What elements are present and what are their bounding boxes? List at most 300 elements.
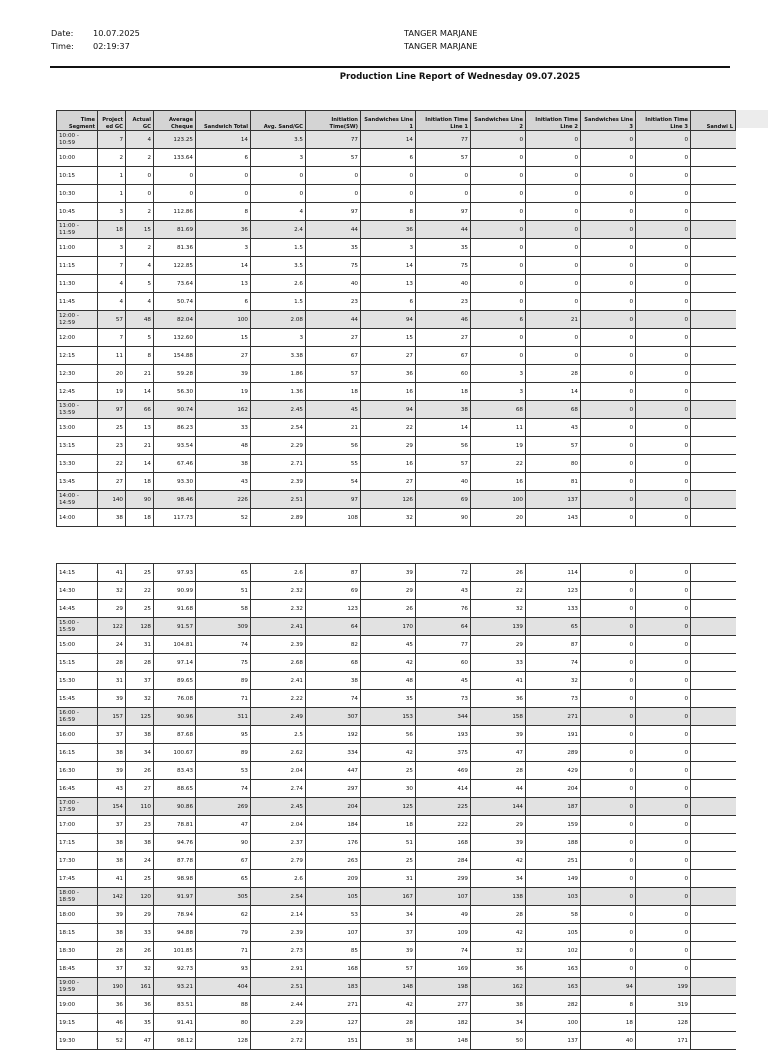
table-cell: 27 <box>416 329 471 347</box>
production-table-page-2 <box>56 563 736 1050</box>
table-cell: 23 <box>306 293 361 311</box>
table-cell: 2.41 <box>251 618 306 636</box>
table-cell: 50 <box>471 1032 526 1050</box>
table-cell: 319 <box>636 996 691 1014</box>
table-cell: 73.64 <box>154 275 196 293</box>
table-cell: 100.67 <box>154 744 196 762</box>
table-cell: 191 <box>526 726 581 744</box>
table-cell: 2.44 <box>251 996 306 1014</box>
table-cell: 75 <box>416 257 471 275</box>
table-cell: 153 <box>361 708 416 726</box>
table-cell: 31 <box>126 636 154 654</box>
table-cell: 4 <box>126 131 154 149</box>
table-row <box>57 852 736 870</box>
table-cell: 0 <box>526 149 581 167</box>
table-cell: 168 <box>306 960 361 978</box>
table-cell: 107 <box>416 888 471 906</box>
table-cell: 0 <box>636 780 691 798</box>
table-summary-row <box>57 401 736 419</box>
table-cell: 25 <box>361 762 416 780</box>
table-cell: 44 <box>306 221 361 239</box>
table-cell: 0 <box>581 582 636 600</box>
table-cell: 52 <box>196 509 251 527</box>
table-cell: 0 <box>361 167 416 185</box>
table-cell: 2.91 <box>251 960 306 978</box>
store-name-line2: TANGER MARJANE <box>404 41 478 51</box>
table-row <box>57 419 736 437</box>
table-cell: 31 <box>361 870 416 888</box>
table-cell: 3 <box>251 329 306 347</box>
table-cell: 137 <box>526 1032 581 1050</box>
table-cell <box>691 996 736 1014</box>
table-cell: 95 <box>196 726 251 744</box>
table-cell: 404 <box>196 978 251 996</box>
table-cell <box>691 672 736 690</box>
table-cell: 171 <box>636 1032 691 1050</box>
table-cell <box>691 221 736 239</box>
time-segment-cell: 18:30 <box>57 942 98 960</box>
time-segment-cell: 13:45 <box>57 473 98 491</box>
table-cell: 6 <box>196 149 251 167</box>
table-cell: 125 <box>361 798 416 816</box>
table-cell: 53 <box>196 762 251 780</box>
table-cell: 75 <box>196 654 251 672</box>
table-cell <box>691 149 736 167</box>
table-cell: 2.89 <box>251 509 306 527</box>
table-cell <box>691 131 736 149</box>
table-cell: 0 <box>636 924 691 942</box>
table-cell: 14 <box>361 131 416 149</box>
table-cell: 0 <box>581 618 636 636</box>
time-segment-cell: 14:00 - 14:59 <box>57 491 98 509</box>
table-cell: 137 <box>526 491 581 509</box>
table-cell: 2.6 <box>251 564 306 582</box>
table-cell: 100 <box>526 1014 581 1032</box>
time-segment-cell: 15:30 <box>57 672 98 690</box>
table-cell: 0 <box>636 636 691 654</box>
table-cell: 97 <box>306 491 361 509</box>
table-cell: 110 <box>126 798 154 816</box>
table-cell: 41 <box>471 672 526 690</box>
date-value: 10.07.2025 <box>93 28 140 38</box>
table-cell: 0 <box>636 185 691 203</box>
table-cell: 269 <box>196 798 251 816</box>
table-cell: 0 <box>416 167 471 185</box>
table-cell: 89 <box>196 672 251 690</box>
table-cell: 0 <box>636 401 691 419</box>
table-cell: 90.96 <box>154 708 196 726</box>
table-cell: 71 <box>196 690 251 708</box>
table-cell: 0 <box>526 221 581 239</box>
table-cell: 0 <box>581 708 636 726</box>
table-cell: 35 <box>126 1014 154 1032</box>
table-cell: 47 <box>471 744 526 762</box>
column-header: Initiation Time(SW) <box>306 111 361 131</box>
table-cell: 125 <box>126 708 154 726</box>
table-cell <box>691 708 736 726</box>
table-cell: 69 <box>306 582 361 600</box>
table-cell: 38 <box>196 455 251 473</box>
table-row <box>57 762 736 780</box>
table-cell: 52 <box>98 1032 126 1050</box>
table-cell: 2.5 <box>251 726 306 744</box>
table-cell <box>691 834 736 852</box>
table-row <box>57 564 736 582</box>
table-cell <box>691 1014 736 1032</box>
table-cell: 91.97 <box>154 888 196 906</box>
table-summary-row <box>57 978 736 996</box>
table-cell: 117.73 <box>154 509 196 527</box>
table-cell: 7 <box>98 257 126 275</box>
table-cell: 56.30 <box>154 383 196 401</box>
table-row <box>57 239 736 257</box>
table-cell <box>691 798 736 816</box>
table-cell: 26 <box>361 600 416 618</box>
table-cell: 139 <box>471 618 526 636</box>
table-cell: 0 <box>636 960 691 978</box>
table-cell: 33 <box>471 654 526 672</box>
table-cell: 56 <box>361 726 416 744</box>
table-cell: 40 <box>416 275 471 293</box>
table-cell: 1 <box>98 185 126 203</box>
table-cell: 28 <box>526 365 581 383</box>
table-cell: 28 <box>361 1014 416 1032</box>
table-cell: 0 <box>471 185 526 203</box>
table-cell: 2.04 <box>251 762 306 780</box>
column-header: Time Segment <box>57 111 98 131</box>
table-cell <box>691 311 736 329</box>
table-cell: 2 <box>126 203 154 221</box>
table-cell <box>691 960 736 978</box>
table-cell: 27 <box>126 780 154 798</box>
table-cell: 34 <box>471 870 526 888</box>
table-cell <box>691 942 736 960</box>
table-cell: 0 <box>636 509 691 527</box>
table-cell: 71 <box>196 942 251 960</box>
time-segment-cell: 11:30 <box>57 275 98 293</box>
table-cell: 77 <box>416 131 471 149</box>
table-cell: 22 <box>126 582 154 600</box>
column-header: Sandwiches Line 1 <box>361 111 416 131</box>
table-cell: 78.81 <box>154 816 196 834</box>
table-cell: 74 <box>196 780 251 798</box>
table-cell: 18 <box>126 509 154 527</box>
table-cell: 38 <box>126 834 154 852</box>
table-cell: 45 <box>306 401 361 419</box>
table-cell <box>691 455 736 473</box>
table-cell: 68 <box>471 401 526 419</box>
table-cell: 21 <box>126 437 154 455</box>
table-cell: 0 <box>581 690 636 708</box>
table-cell: 447 <box>306 762 361 780</box>
table-cell: 305 <box>196 888 251 906</box>
table-cell: 18 <box>361 816 416 834</box>
table-cell: 57 <box>306 365 361 383</box>
table-cell: 0 <box>581 798 636 816</box>
table-cell: 2.79 <box>251 852 306 870</box>
time-segment-cell: 10:45 <box>57 203 98 221</box>
time-segment-cell: 14:45 <box>57 600 98 618</box>
table-cell: 27 <box>361 347 416 365</box>
table-cell <box>691 582 736 600</box>
table-cell <box>691 239 736 257</box>
table-cell: 94 <box>581 978 636 996</box>
table-cell: 41 <box>98 564 126 582</box>
time-segment-cell: 17:45 <box>57 870 98 888</box>
table-cell: 35 <box>416 239 471 257</box>
table-cell: 0 <box>581 942 636 960</box>
table-cell: 1.5 <box>251 239 306 257</box>
table-cell: 91.68 <box>154 600 196 618</box>
table-cell: 21 <box>526 311 581 329</box>
table-cell: 0 <box>526 347 581 365</box>
table-cell: 0 <box>581 834 636 852</box>
table-cell: 158 <box>471 708 526 726</box>
table-cell: 39 <box>361 564 416 582</box>
table-cell: 94.76 <box>154 834 196 852</box>
table-cell: 0 <box>471 203 526 221</box>
table-cell: 2.29 <box>251 437 306 455</box>
table-cell: 0 <box>636 311 691 329</box>
table-row <box>57 582 736 600</box>
table-cell: 85 <box>306 942 361 960</box>
column-header: Initiation Time Line 3 <box>636 111 691 131</box>
table-cell: 13 <box>361 275 416 293</box>
table-cell: 73 <box>416 690 471 708</box>
table-cell: 2.29 <box>251 1014 306 1032</box>
table-cell: 68 <box>306 654 361 672</box>
table-row <box>57 636 736 654</box>
table-cell: 90.74 <box>154 401 196 419</box>
table-row <box>57 455 736 473</box>
table-cell: 132.60 <box>154 329 196 347</box>
table-cell: 11 <box>471 419 526 437</box>
table-cell: 3 <box>98 239 126 257</box>
time-segment-cell: 17:30 <box>57 852 98 870</box>
table-cell: 35 <box>306 239 361 257</box>
table-cell: 100 <box>196 311 251 329</box>
table-cell: 0 <box>636 942 691 960</box>
table-cell: 3 <box>471 365 526 383</box>
table-cell: 0 <box>471 239 526 257</box>
table-cell: 67.46 <box>154 455 196 473</box>
table-row <box>57 257 736 275</box>
table-cell: 67 <box>196 852 251 870</box>
table-cell: 34 <box>126 744 154 762</box>
table-cell: 0 <box>581 365 636 383</box>
table-cell: 0 <box>636 221 691 239</box>
table-cell: 0 <box>636 852 691 870</box>
table-cell <box>691 1032 736 1050</box>
table-row <box>57 473 736 491</box>
table-cell: 0 <box>581 437 636 455</box>
table-cell: 170 <box>361 618 416 636</box>
table-cell: 8 <box>126 347 154 365</box>
table-cell: 226 <box>196 491 251 509</box>
table-cell: 78.94 <box>154 906 196 924</box>
table-cell <box>691 906 736 924</box>
table-cell <box>691 762 736 780</box>
table-row <box>57 347 736 365</box>
table-cell: 3 <box>251 149 306 167</box>
table-cell: 133.64 <box>154 149 196 167</box>
table-summary-row <box>57 311 736 329</box>
table-cell: 192 <box>306 726 361 744</box>
table-cell: 0 <box>636 708 691 726</box>
table-cell: 28 <box>98 654 126 672</box>
time-segment-cell: 18:15 <box>57 924 98 942</box>
table-cell: 24 <box>126 852 154 870</box>
table-cell: 0 <box>636 149 691 167</box>
table-cell: 0 <box>581 383 636 401</box>
table-summary-row <box>57 618 736 636</box>
time-segment-cell: 12:15 <box>57 347 98 365</box>
table-cell <box>691 744 736 762</box>
table-cell: 0 <box>416 185 471 203</box>
table-cell: 0 <box>636 347 691 365</box>
table-cell <box>691 293 736 311</box>
table-cell: 154.88 <box>154 347 196 365</box>
table-summary-row <box>57 798 736 816</box>
table-cell: 8 <box>581 996 636 1014</box>
table-cell <box>691 618 736 636</box>
table-cell: 33 <box>196 419 251 437</box>
table-summary-row <box>57 708 736 726</box>
table-cell: 39 <box>98 690 126 708</box>
time-label: Time: <box>51 41 74 51</box>
table-cell: 93.30 <box>154 473 196 491</box>
table-cell: 93 <box>196 960 251 978</box>
table-cell: 0 <box>581 726 636 744</box>
table-cell: 47 <box>196 816 251 834</box>
table-cell: 50.74 <box>154 293 196 311</box>
table-cell: 57 <box>306 149 361 167</box>
table-cell: 25 <box>98 419 126 437</box>
table-cell: 14 <box>416 419 471 437</box>
table-cell: 0 <box>581 924 636 942</box>
table-header-row <box>57 111 736 131</box>
table-cell: 42 <box>361 654 416 672</box>
time-segment-cell: 16:15 <box>57 744 98 762</box>
table-cell: 22 <box>98 455 126 473</box>
table-cell: 2.39 <box>251 636 306 654</box>
table-row <box>57 942 736 960</box>
table-cell: 25 <box>126 564 154 582</box>
table-cell: 0 <box>581 491 636 509</box>
table-cell <box>691 600 736 618</box>
table-cell: 0 <box>636 383 691 401</box>
table-cell: 148 <box>361 978 416 996</box>
report-title: Production Line Report of Wednesday 09.07.2025 <box>339 72 581 82</box>
table-cell: 26 <box>126 942 154 960</box>
table-cell: 0 <box>636 564 691 582</box>
table-cell: 94 <box>361 311 416 329</box>
table-cell: 14 <box>196 257 251 275</box>
table-cell: 199 <box>636 978 691 996</box>
table-cell: 0 <box>636 239 691 257</box>
table-cell: 0 <box>636 744 691 762</box>
table-cell: 108 <box>306 509 361 527</box>
table-cell: 307 <box>306 708 361 726</box>
table-cell: 2.22 <box>251 690 306 708</box>
table-cell: 22 <box>361 419 416 437</box>
table-cell: 77 <box>416 636 471 654</box>
table-cell: 144 <box>471 798 526 816</box>
table-cell: 4 <box>251 203 306 221</box>
table-cell: 31 <box>98 672 126 690</box>
table-cell: 4 <box>126 257 154 275</box>
table-cell: 2.54 <box>251 419 306 437</box>
table-cell: 0 <box>581 636 636 654</box>
table-cell: 0 <box>581 906 636 924</box>
table-cell: 163 <box>526 978 581 996</box>
table-cell: 3 <box>361 239 416 257</box>
table-cell: 51 <box>361 834 416 852</box>
table-cell <box>691 185 736 203</box>
table-cell: 112.86 <box>154 203 196 221</box>
table-cell: 1.5 <box>251 293 306 311</box>
table-cell: 2.45 <box>251 798 306 816</box>
time-segment-cell: 18:00 - 18:59 <box>57 888 98 906</box>
table-cell: 91.57 <box>154 618 196 636</box>
table-cell: 48 <box>361 672 416 690</box>
table-cell: 154 <box>98 798 126 816</box>
table-cell: 2 <box>98 149 126 167</box>
table-cell: 0 <box>526 293 581 311</box>
table-cell: 28 <box>126 654 154 672</box>
table-cell: 25 <box>361 852 416 870</box>
table-cell: 36 <box>126 996 154 1014</box>
table-cell: 0 <box>581 347 636 365</box>
table-cell: 29 <box>126 906 154 924</box>
time-segment-cell: 18:45 <box>57 960 98 978</box>
table-cell: 159 <box>526 816 581 834</box>
table-cell <box>691 636 736 654</box>
time-segment-cell: 19:00 - 19:59 <box>57 978 98 996</box>
table-row <box>57 383 736 401</box>
table-cell: 0 <box>526 329 581 347</box>
column-header: Project ed GC <box>98 111 126 131</box>
table-cell: 188 <box>526 834 581 852</box>
table-cell: 0 <box>154 185 196 203</box>
table-cell: 97.93 <box>154 564 196 582</box>
table-cell: 225 <box>416 798 471 816</box>
table-cell: 127 <box>306 1014 361 1032</box>
table-cell: 79 <box>196 924 251 942</box>
table-cell: 82 <box>306 636 361 654</box>
table-cell: 0 <box>581 185 636 203</box>
table-cell: 59.28 <box>154 365 196 383</box>
time-segment-cell: 10:00 - 10:59 <box>57 131 98 149</box>
table-cell: 74 <box>196 636 251 654</box>
table-cell: 18 <box>306 383 361 401</box>
report-meta-left <box>51 27 251 53</box>
table-cell: 184 <box>306 816 361 834</box>
table-cell: 38 <box>98 834 126 852</box>
table-cell: 0 <box>526 185 581 203</box>
table-cell: 3.5 <box>251 257 306 275</box>
table-cell: 38 <box>98 852 126 870</box>
table-cell: 42 <box>361 996 416 1014</box>
table-cell: 0 <box>636 293 691 311</box>
time-segment-cell: 12:00 <box>57 329 98 347</box>
table-cell: 27 <box>98 473 126 491</box>
table-cell: 32 <box>526 672 581 690</box>
table-cell: 47 <box>126 1032 154 1050</box>
table-cell: 38 <box>471 996 526 1014</box>
table-cell: 375 <box>416 744 471 762</box>
table-cell <box>691 816 736 834</box>
